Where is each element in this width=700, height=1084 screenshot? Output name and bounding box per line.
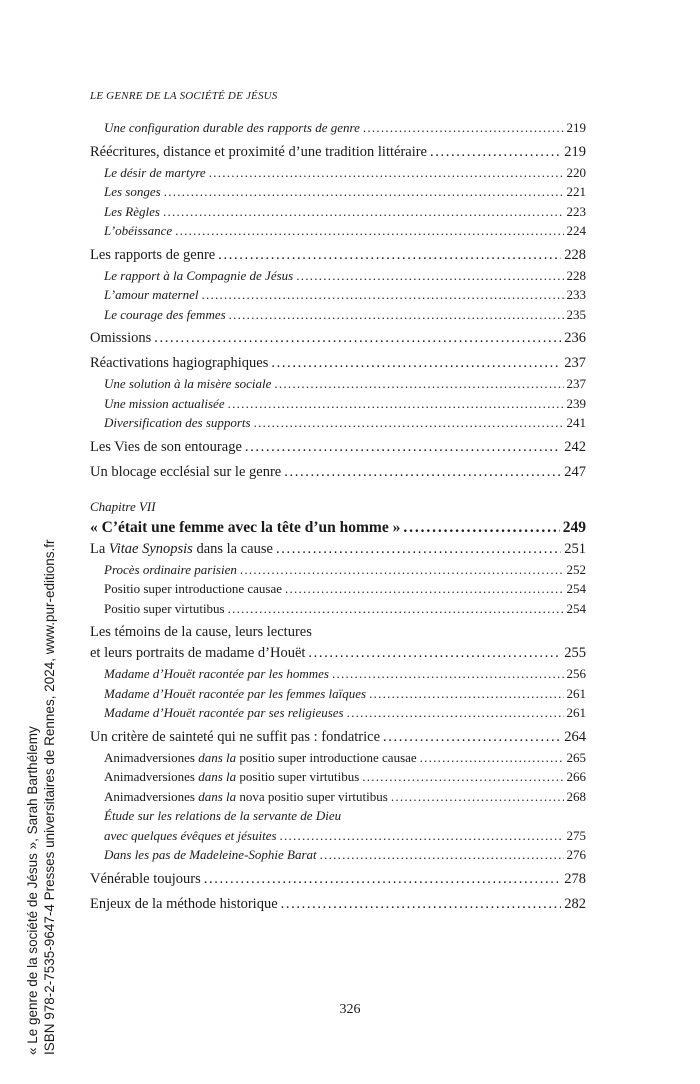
toc-entry-title: Réactivations hagiographiques	[90, 355, 269, 371]
toc-entry-page: 261	[566, 705, 586, 720]
toc-entry-page: 264	[564, 728, 586, 745]
toc-entry-page: 254	[566, 581, 586, 596]
dot-leader	[430, 142, 561, 163]
toc-entry[interactable]	[90, 579, 586, 599]
title-italic-part: dans la	[198, 749, 237, 765]
dot-leader	[420, 748, 564, 768]
toc-entry[interactable]	[90, 182, 586, 202]
dot-leader	[363, 118, 564, 138]
dot-leader	[369, 684, 563, 704]
title-part: positio super virtutibus	[236, 769, 360, 784]
toc-entry-title: Une solution à la misère sociale	[104, 376, 272, 391]
page-number: 326	[339, 1002, 361, 1017]
dot-leader	[332, 664, 564, 684]
toc-entry-page: 242	[564, 438, 586, 455]
toc-entry-page: 235	[566, 306, 586, 322]
toc-entry-page: 224	[566, 223, 586, 238]
toc-entry[interactable]	[90, 599, 586, 619]
toc-entry[interactable]	[90, 413, 586, 433]
toc-entry-page: 241	[566, 415, 586, 430]
running-head: LE GENRE DE LA SOCIÉTÉ DE JÉSUS	[90, 90, 278, 102]
toc-section	[90, 539, 586, 915]
toc-entry[interactable]	[90, 826, 586, 846]
toc-entry[interactable]	[90, 684, 586, 704]
toc-entry-title	[104, 787, 388, 807]
dot-leader	[362, 767, 563, 787]
toc-entry[interactable]	[90, 118, 586, 138]
toc-entry-page: 237	[566, 376, 586, 391]
toc-entry-title: Enjeux de la méthode historique	[90, 895, 278, 912]
toc-entry-page: 278	[564, 870, 586, 887]
toc-entry-title	[104, 748, 417, 768]
toc-entry-line: Les témoins de la cause, leurs lectures	[90, 624, 312, 640]
toc-entry[interactable]	[90, 266, 586, 286]
toc-entry[interactable]	[90, 462, 586, 483]
toc-entry-page: 254	[566, 600, 586, 616]
toc-entry[interactable]	[90, 664, 586, 684]
toc-entry-page: 239	[566, 395, 586, 411]
toc-entry-page: 228	[566, 267, 586, 283]
title-italic-part: dans la	[198, 788, 237, 804]
toc-entry[interactable]	[90, 703, 586, 723]
toc-entry-page: 255	[564, 645, 586, 661]
toc-entry-title: Le rapport à la Compagnie de Jésus	[104, 267, 294, 283]
toc-entry[interactable]	[90, 767, 586, 787]
toc-entry-title: Diversification des supports	[104, 415, 251, 430]
toc-section	[90, 118, 586, 483]
toc-entry-page: 252	[566, 561, 586, 577]
dot-leader	[228, 599, 564, 619]
title-italic-part: dans la	[198, 769, 237, 784]
toc-entry-page: 275	[566, 827, 586, 843]
title-part: Animadversiones	[104, 788, 199, 804]
dot-leader	[204, 869, 562, 890]
toc-entry-page: 223	[566, 203, 586, 219]
dot-leader	[296, 266, 563, 286]
toc-entry-title: Les Vies de son entourage	[90, 438, 242, 455]
toc-entry-title: Les Règles	[104, 203, 160, 219]
toc-entry-title: Procès ordinaire parisien	[104, 561, 237, 577]
toc-entry-title: Vénérable toujours	[90, 870, 201, 887]
toc-entry-page: 233	[566, 287, 586, 302]
title-part: dans la cause	[192, 540, 273, 557]
toc-entry[interactable]	[90, 305, 586, 325]
dot-leader	[163, 202, 564, 222]
chapter-title: « C’était une femme avec la tête d’un homme »	[90, 518, 401, 536]
toc-entry-page: 237	[564, 355, 586, 371]
toc-entry-title: Madame d’Houët racontée par les femmes laïques	[104, 685, 367, 701]
dot-leader	[271, 353, 561, 374]
toc-entry-title	[104, 767, 359, 787]
dot-leader	[218, 245, 561, 266]
dot-leader	[254, 413, 564, 433]
toc-entry-title: Les rapports de genre	[90, 246, 216, 263]
toc-entry-title: L’amour maternel	[104, 287, 199, 302]
toc-entry-page: 256	[566, 666, 586, 681]
toc-entry-title: Positio super introductione causae	[104, 581, 282, 596]
toc-entry-title: Réécritures, distance et proximité d’une tradition littéraire	[90, 143, 427, 160]
chapter-label: Chapitre VII	[90, 498, 156, 514]
dot-leader	[285, 579, 564, 599]
dot-leader	[245, 437, 561, 458]
dot-leader	[209, 163, 564, 183]
chapter-title-row[interactable]	[90, 517, 586, 539]
title-part: La	[90, 540, 109, 557]
toc-entry-line: Étude sur les relations de la servante de Dieu	[104, 808, 342, 823]
toc-entry[interactable]	[90, 163, 586, 183]
toc-entry[interactable]	[90, 787, 586, 807]
toc-entry-page: 282	[564, 895, 586, 912]
dot-leader	[280, 826, 564, 846]
title-part: Animadversiones	[104, 749, 199, 765]
toc-entry-title: Madame d’Houët racontée par les hommes	[104, 666, 329, 681]
toc-entry[interactable]	[90, 374, 586, 394]
toc-entry[interactable]	[90, 894, 586, 915]
toc-entry[interactable]	[90, 560, 586, 580]
dot-leader	[383, 727, 561, 748]
toc-entry[interactable]	[90, 202, 586, 222]
dot-leader	[228, 394, 564, 414]
toc-entry[interactable]	[90, 869, 586, 890]
toc-entry-page: 220	[566, 164, 586, 180]
dot-leader	[347, 703, 564, 723]
toc-entry-page: 276	[566, 847, 586, 862]
toc-entry[interactable]	[90, 748, 586, 768]
toc-entry-title: L’obéissance	[104, 223, 173, 238]
toc-entry-page: 251	[564, 540, 586, 557]
toc-entry-title: avec quelques évêques et jésuites	[104, 827, 277, 843]
toc-entry[interactable]	[90, 394, 586, 414]
toc-entry-title: Un critère de sainteté qui ne suffit pas : fondatrice	[90, 728, 381, 745]
toc-entry[interactable]	[90, 727, 586, 748]
toc-entry-title: et leurs portraits de madame d’Houët	[90, 645, 306, 661]
toc-entry[interactable]	[90, 221, 586, 241]
toc-entry[interactable]	[90, 142, 586, 163]
dot-leader	[403, 517, 559, 539]
dot-leader	[154, 328, 561, 349]
toc-entry-title: Le courage des femmes	[104, 306, 226, 322]
sidebar-line-1: « Le genre de la société de Jésus », Sarah Barthélemy	[25, 726, 40, 1055]
title-part: Animadversiones	[104, 769, 199, 784]
dot-leader	[320, 845, 564, 865]
toc-entry-title: Une mission actualisée	[104, 395, 225, 411]
toc-entry-title: Un blocage ecclésial sur le genre	[90, 463, 282, 480]
toc-entry-page: 219	[566, 120, 586, 135]
toc-entry[interactable]	[90, 437, 586, 458]
toc-entry-title: Madame d’Houët racontée par ses religieuses	[104, 705, 344, 720]
dot-leader	[391, 787, 564, 807]
toc-entry[interactable]	[90, 285, 586, 305]
dot-leader	[240, 560, 564, 580]
toc-entry[interactable]	[90, 245, 586, 266]
toc-entry-title: Les songes	[104, 184, 161, 199]
toc-entry-page: 228	[564, 246, 586, 263]
toc-entry[interactable]	[90, 539, 586, 560]
toc-entry[interactable]	[90, 643, 586, 664]
sidebar-line-2: ISBN 978-2-7535-9647-4 Presses universitaires de Rennes, 2024, www.pur-editions.fr	[42, 539, 57, 1055]
title-part: nova positio super virtutibus	[236, 788, 388, 804]
toc-entry[interactable]	[90, 328, 586, 349]
dot-leader	[274, 374, 563, 394]
table-of-contents	[90, 118, 586, 915]
toc-entry-page: 266	[566, 769, 586, 784]
title-part: positio super introductione causae	[236, 749, 417, 765]
toc-entry-page: 236	[564, 330, 586, 346]
toc-entry-page: 268	[566, 788, 586, 804]
toc-entry-title: Le désir de martyre	[104, 164, 206, 180]
chapter-page: 249	[562, 518, 586, 536]
dot-leader	[229, 305, 564, 325]
toc-entry-title: Positio super virtutibus	[104, 600, 225, 616]
toc-entry-page: 265	[566, 749, 586, 765]
toc-entry-page: 221	[566, 184, 586, 199]
toc-entry-title	[90, 539, 273, 560]
toc-entry[interactable]	[90, 353, 586, 374]
toc-entry-title: Une configuration durable des rapports de genre	[104, 120, 360, 135]
dot-leader	[276, 539, 561, 560]
dot-leader	[284, 462, 561, 483]
dot-leader	[164, 182, 564, 202]
dot-leader	[175, 221, 563, 241]
dot-leader	[202, 285, 564, 305]
dot-leader	[281, 894, 562, 915]
toc-entry-page: 261	[566, 685, 586, 701]
toc-entry-page: 219	[564, 143, 586, 160]
toc-entry-title: Omissions	[90, 330, 152, 346]
copyright-sidebar	[24, 539, 58, 1055]
toc-entry[interactable]	[90, 845, 586, 865]
toc-entry-title: Dans les pas de Madeleine-Sophie Barat	[104, 847, 317, 862]
dot-leader	[308, 643, 561, 664]
title-italic-part: Vitae Synopsis	[108, 540, 193, 557]
toc-entry-page: 247	[564, 463, 586, 480]
